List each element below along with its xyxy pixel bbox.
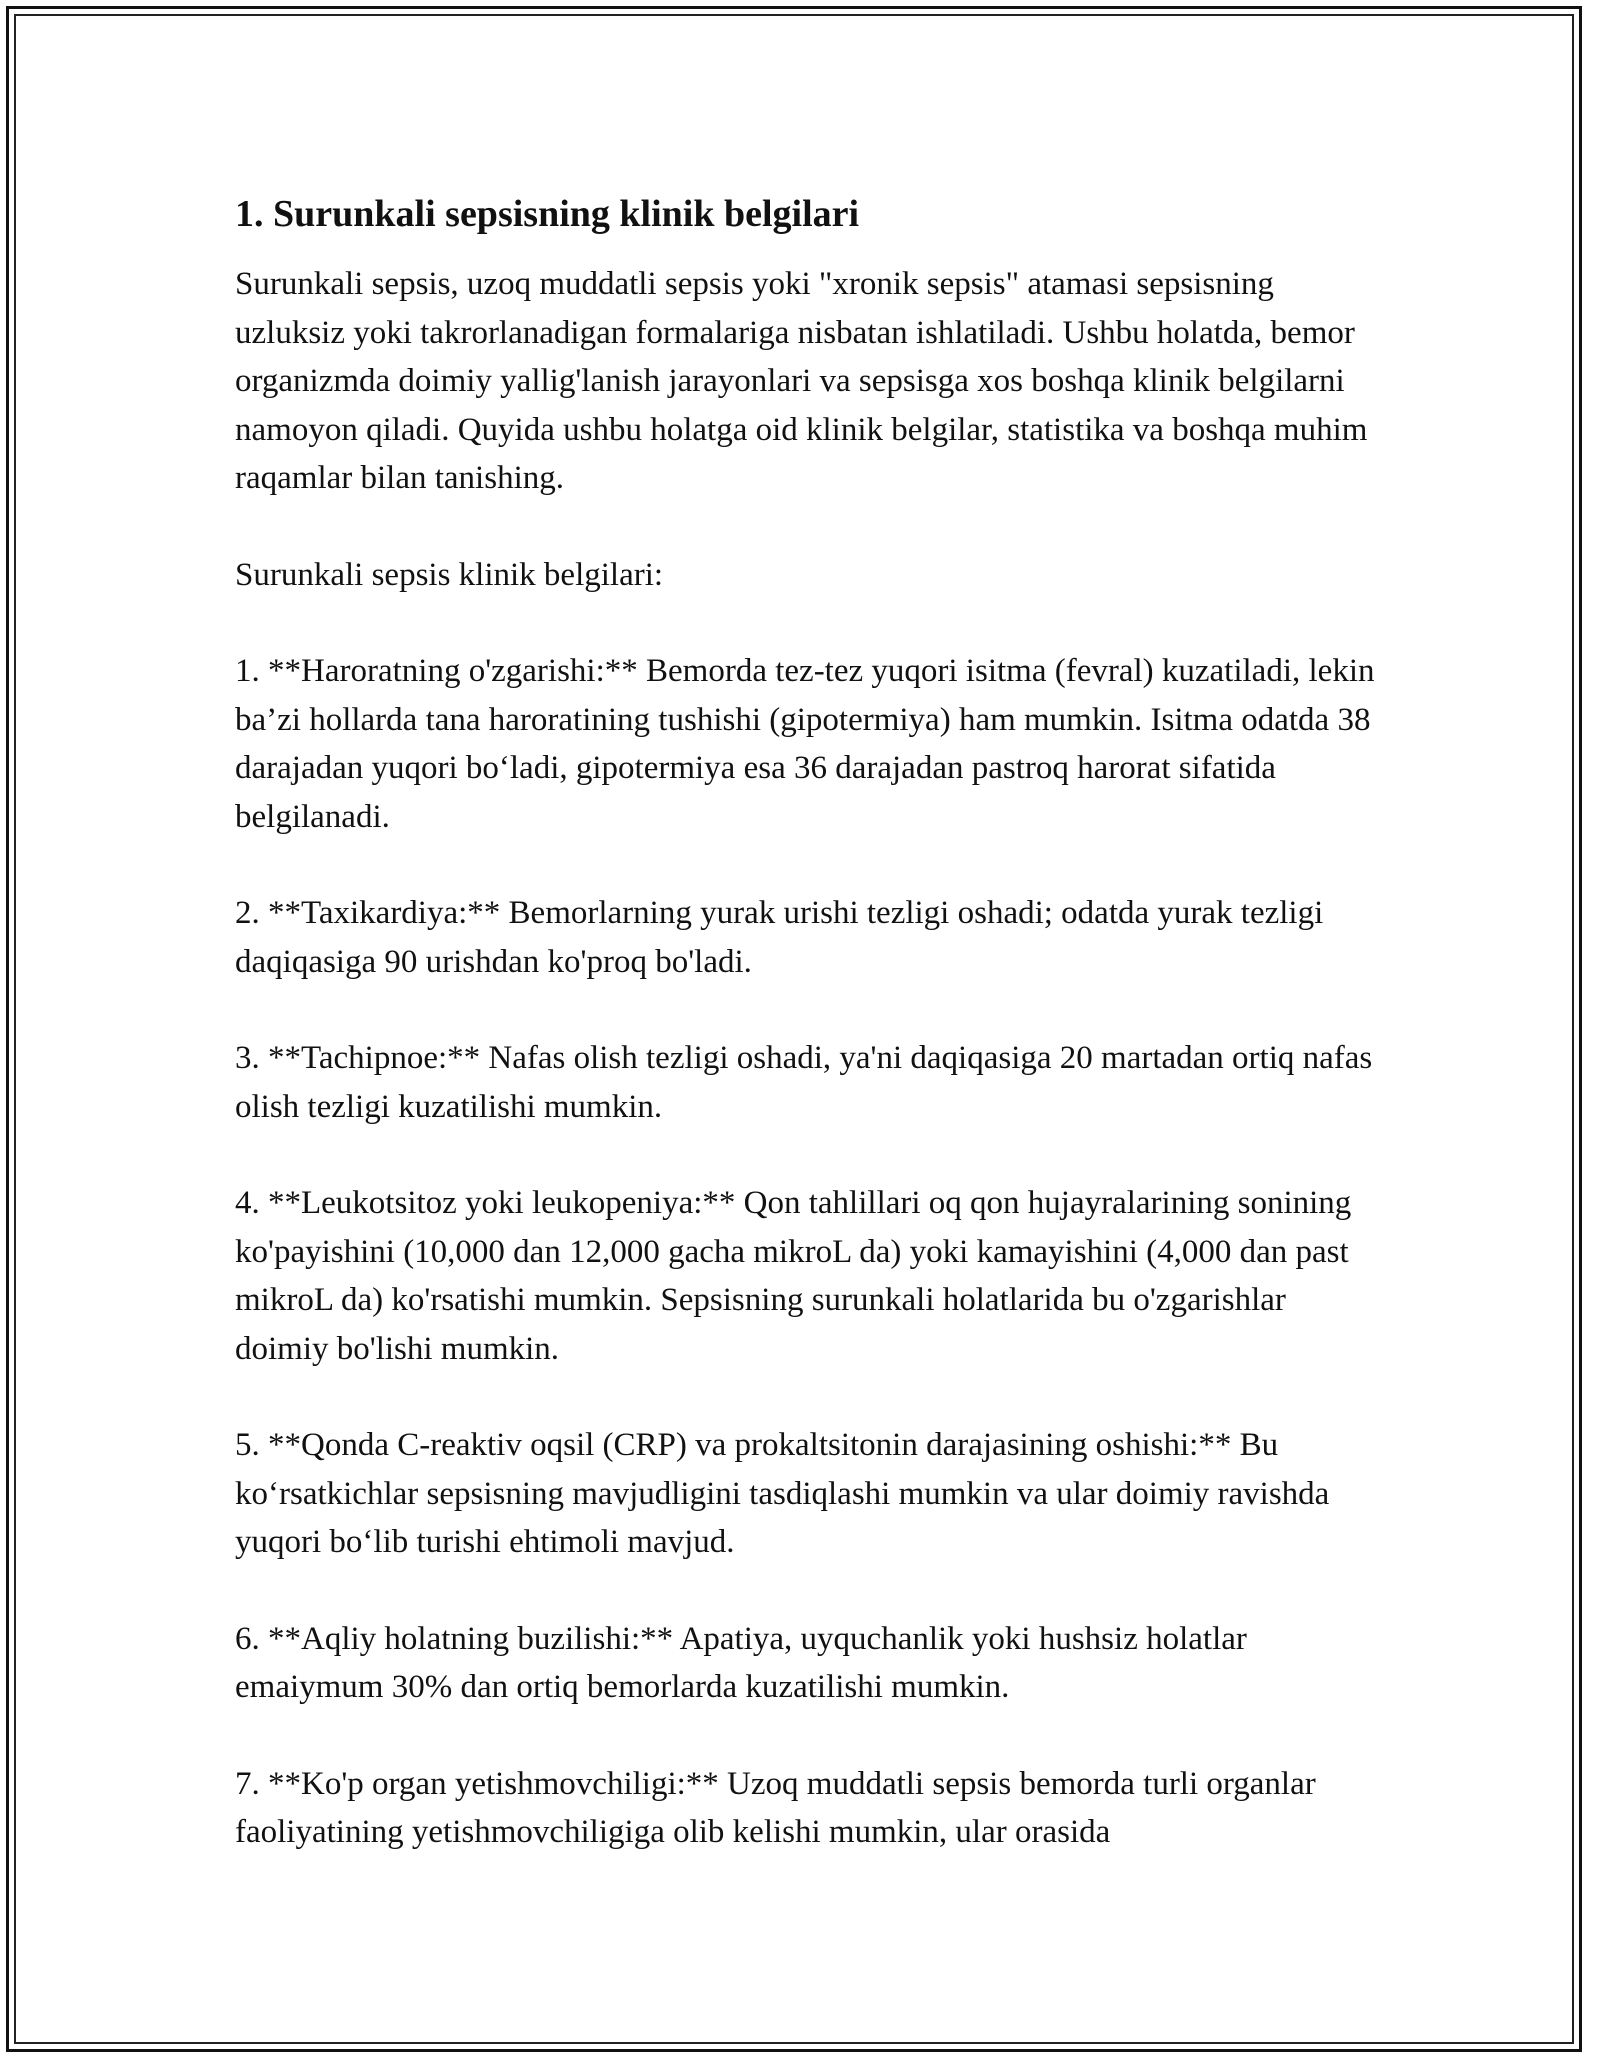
list-item-tachypnea: 3. **Tachipnoe:** Nafas olish tezligi oshadi, ya'ni daqiqasiga 20 martadan ortiq nafas olish tezligi kuzatilishi mumkin. [235, 1040, 1373, 1125]
document-body [235, 188, 1375, 1905]
list-item-organ-failure: 7. **Ko'p organ yetishmovchiligi:** Uzoq muddatli sepsis bemorda turli organlar faoliyatining yetishmovchiligiga olib kelishi mumkin, ular orasida [235, 1765, 1316, 1850]
list-item-leukocytosis: 4. **Leukotsitoz yoki leukopeniya:** Qon tahlillari oq qon hujayralarining sonining ko'payishini (10,000 dan 12,000 gacha mikroL da) yoki kamayishini (4,000 dan past mikroL da) ko'rsatishi mumkin. Sepsisning surunkali holatlarida bu o'zgarishlar doimiy bo'lishi mumkin. [235, 1185, 1352, 1367]
list-item-temperature: 1. **Haroratning o'zgarishi:** Bemorda tez-tez yuqori isitma (fevral) kuzatiladi, lekin ba’zi hollarda tana haroratining tushishi (gipotermiya) ham mumkin. Isitma odatda 38 darajadan yuqori bo‘ladi, gipotermiya esa 36 darajadan pastroq harorat sifatida belgilanadi. [235, 653, 1375, 835]
list-item-mental-state: 6. **Aqliy holatning buzilishi:** Apatiya, uyquchanlik yoki hushsiz holatlar emaiymum 30% dan ortiq bemorlarda kuzatilishi mumkin. [235, 1620, 1247, 1705]
list-item-tachycardia: 2. **Taxikardiya:** Bemorlarning yurak urishi tezligi oshadi; odatda yurak tezligi daqiqasiga 90 urishdan ko'proq bo'ladi. [235, 895, 1324, 980]
section-heading: 1. Surunkali sepsisning klinik belgilari [235, 193, 860, 235]
intro-paragraph: Surunkali sepsis, uzoq muddatli sepsis yoki "xronik sepsis" atamasi sepsisning uzluksiz yoki takrorlanadigan formalariga nisbatan ishlatiladi. Ushbu holatda, bemor organizmda doimiy yallig'lanish jarayonlari va sepsisga xos boshqa klinik belgilarni namoyon qiladi. Quyida ushbu holatga oid klinik belgilar, statistika va boshqa muhim raqamlar bilan tanishing. [235, 266, 1368, 496]
list-item-crp: 5. **Qonda C-reaktiv oqsil (CRP) va prokaltsitonin darajasining oshishi:** Bu ko‘rsatkichlar sepsisning mavjudligini tasdiqlashi mumkin va ular doimiy ravishda yuqori bo‘lib turishi ehtimoli mavjud. [235, 1427, 1330, 1560]
list-heading: Surunkali sepsis klinik belgilari: [235, 556, 664, 593]
